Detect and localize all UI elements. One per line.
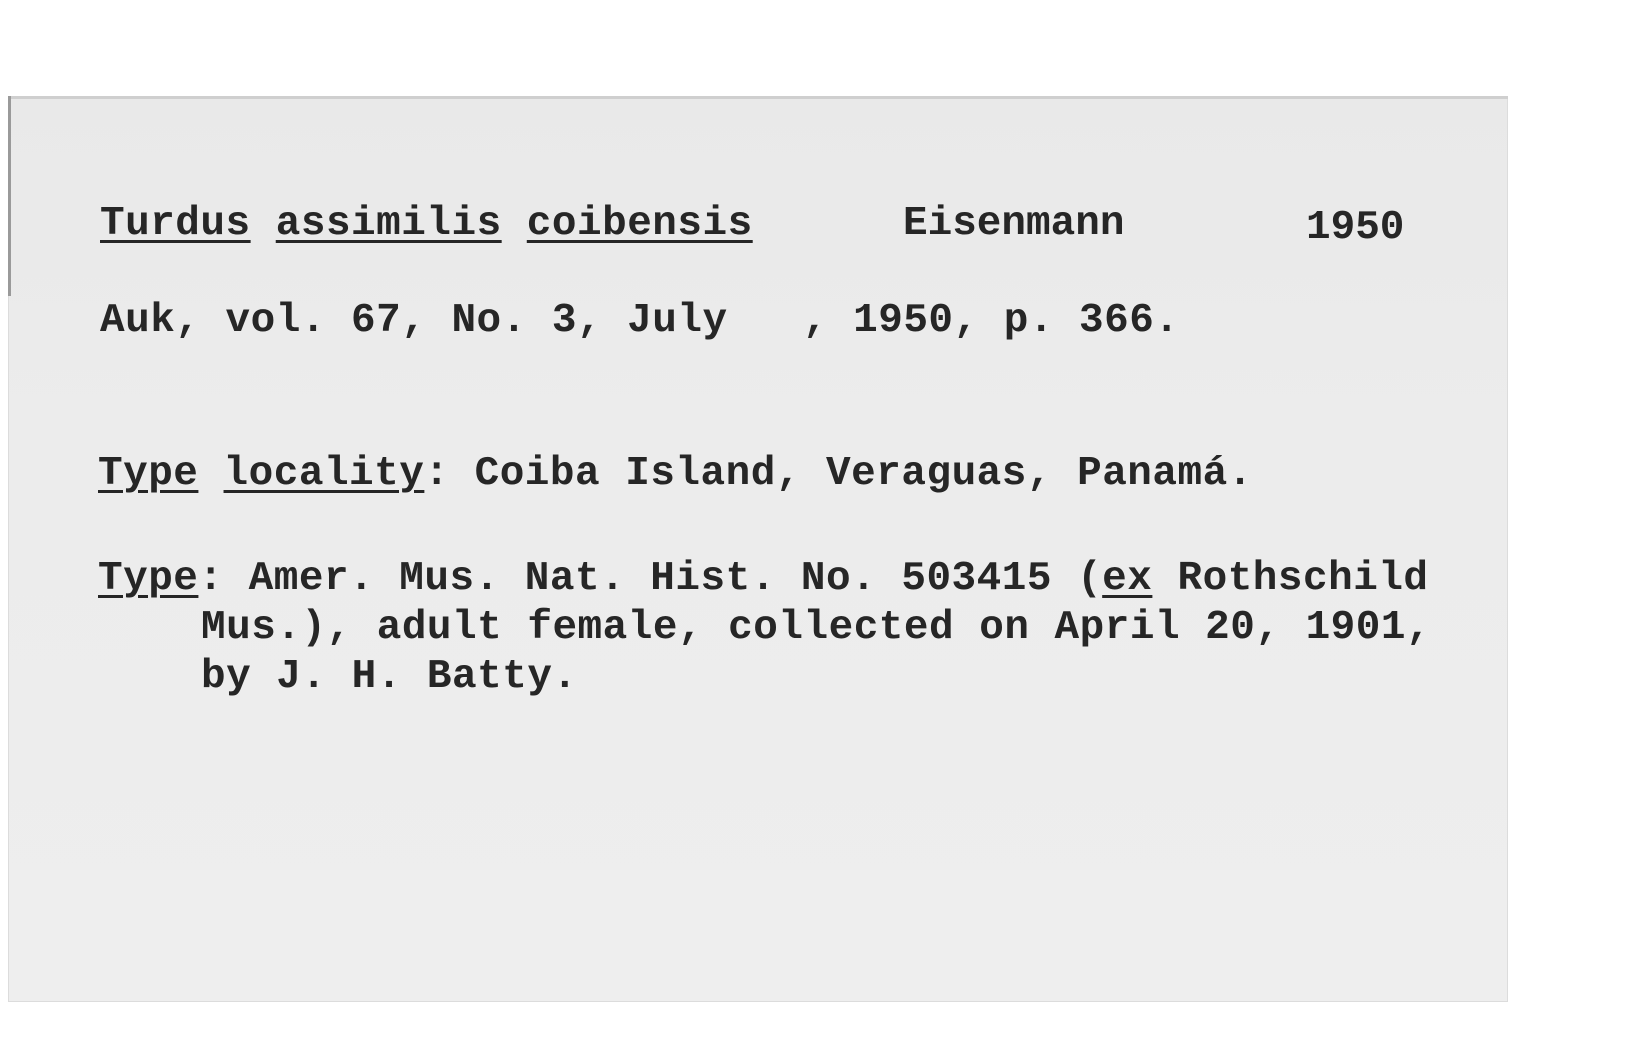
type-locality-colon: : bbox=[424, 451, 450, 497]
publication-year: 1950 bbox=[1306, 205, 1405, 251]
title-line bbox=[100, 201, 753, 247]
type-label: Type bbox=[98, 556, 199, 602]
type-ex: ex bbox=[1102, 556, 1153, 602]
type-locality-line bbox=[98, 451, 1253, 497]
type-locality-label-word2: locality bbox=[223, 451, 425, 497]
catalog-card bbox=[8, 96, 1508, 1002]
type-line-2: Mus.), adult female, collected on April 20, 1901, bbox=[201, 605, 1432, 651]
card-top-edge bbox=[8, 96, 1508, 99]
type-colon: : bbox=[198, 556, 224, 602]
type-line1-a: Amer. Mus. Nat. Hist. No. 503415 ( bbox=[223, 556, 1103, 602]
type-line-3: by J. H. Batty. bbox=[201, 654, 578, 700]
species-name: assimilis bbox=[275, 201, 502, 247]
type-locality-text: Coiba Island, Veraguas, Panamá. bbox=[449, 451, 1253, 497]
genus-name: Turdus bbox=[100, 201, 251, 247]
citation-line: Auk, vol. 67, No. 3, July , 1950, p. 366. bbox=[100, 298, 1180, 344]
card-left-edge bbox=[8, 96, 11, 296]
type-line1-b: Rothschild bbox=[1152, 556, 1429, 602]
author-name: Eisenmann bbox=[903, 201, 1125, 247]
subspecies-name: coibensis bbox=[526, 201, 753, 247]
type-line-1 bbox=[98, 556, 1429, 602]
type-locality-label-word1: Type bbox=[98, 451, 199, 497]
